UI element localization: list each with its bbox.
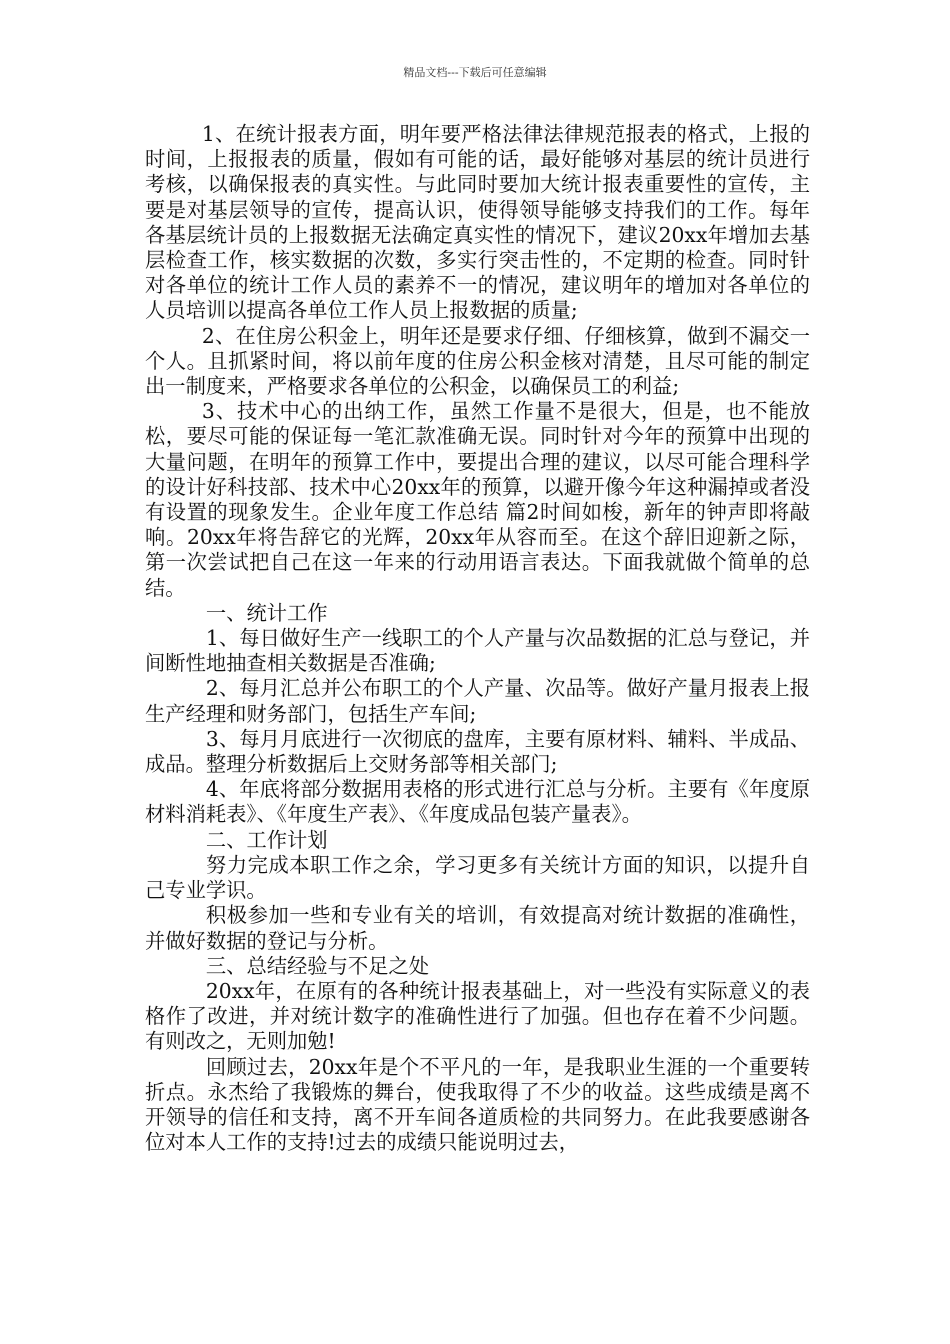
section-heading-2: 二、工作计划 [205,827,328,852]
paragraph-5: 2、每月汇总并公布职工的个人产量、次品等。做好产量月报表上报生产经理和财务部门，包括生产车间; [145,676,810,726]
paragraph-8: 努力完成本职工作之余，学习更多有关统计方面的知识，以提升自己专业学识。 [145,852,810,903]
paragraph-10: 20xx年，在原有的各种统计报表基础上，对一些没有实际意义的表格作了改进，并对统计数字的准确性进行了加强。但也存在着不少问题。有则改之，无则加勉! [145,978,810,1054]
paragraph-3: 3、技术中心的出纳工作，虽然工作量不是很大，但是，也不能放松，要尽可能的保证每一笔汇款准确无误。同时针对今年的预算中出现的大量问题，在明年的预算工作中，要提出合理的建议，以尽可能合理科学的设计好科技部、技术中心20xx年的预算，以避开像今年这种漏掉或者没有设置的现象发生。企业年度工作总结 篇2时间如梭，新年的钟声即将敲响。20xx年将告辞它的光辉，20xx年从容而至。在这个辞旧迎新之际，第一次尝试把自己在这一年来的行动用语言表达。下面我就做个简单的总结。 [145,399,810,600]
paragraph-9: 积极参加一些和专业有关的培训，有效提高对统计数据的准确性，并做好数据的登记与分析。 [145,903,810,953]
section-heading-3: 三、总结经验与不足之处 [205,953,429,978]
paragraph-11: 回顾过去，20xx年是个不平凡的一年，是我职业生涯的一个重要转折点。永杰给了我锻炼的舞台，使我取得了不少的收益。这些成绩是离不开领导的信任和支持，离不开车间各道质检的共同努力。在此我要感谢各位对本人工作的支持!过去的成绩只能说明过去， [145,1054,810,1155]
document-body [145,122,810,1155]
paragraph-2: 2、在住房公积金上，明年还是要求仔细、仔细核算，做到不漏交一个人。且抓紧时间，将以前年度的住房公积金核对清楚，且尽可能的制定出一制度来，严格要求各单位的公积金，以确保员工的利益; [145,323,810,399]
paragraph-6: 3、每月月底进行一次彻底的盘库，主要有原材料、辅料、半成品、成品。整理分析数据后上交财务部等相关部门; [145,726,810,777]
paragraph-4: 1、每日做好生产一线职工的个人产量与次品数据的汇总与登记，并间断性地抽查相关数据是否准确; [145,626,810,676]
paragraph-1: 1、在统计报表方面，明年要严格法律法律规范报表的格式，上报的时间，上报报表的质量，假如有可能的话，最好能够对基层的统计员进行考核，以确保报表的真实性。与此同时要加大统计报表重要性的宣传，主要是对基层领导的宣传，提高认识，使得领导能够支持我们的工作。每年各基层统计员的上报数据无法确定真实性的情况下，建议20xx年增加去基层检查工作，核实数据的次数，多实行突击性的，不定期的检查。同时针对各单位的统计工作人员的素养不一的情况，建议明年的增加对各单位的人员培训以提高各单位工作人员上报数据的质量; [145,122,810,323]
section-heading-1: 一、统计工作 [205,600,328,625]
page-header: 精品文档---下载后可任意编辑 [403,66,547,79]
paragraph-7: 4、年底将部分数据用表格的形式进行汇总与分析。主要有《年度原材料消耗表》、《年度生产表》、《年度成品包装产量表》。 [145,777,810,827]
